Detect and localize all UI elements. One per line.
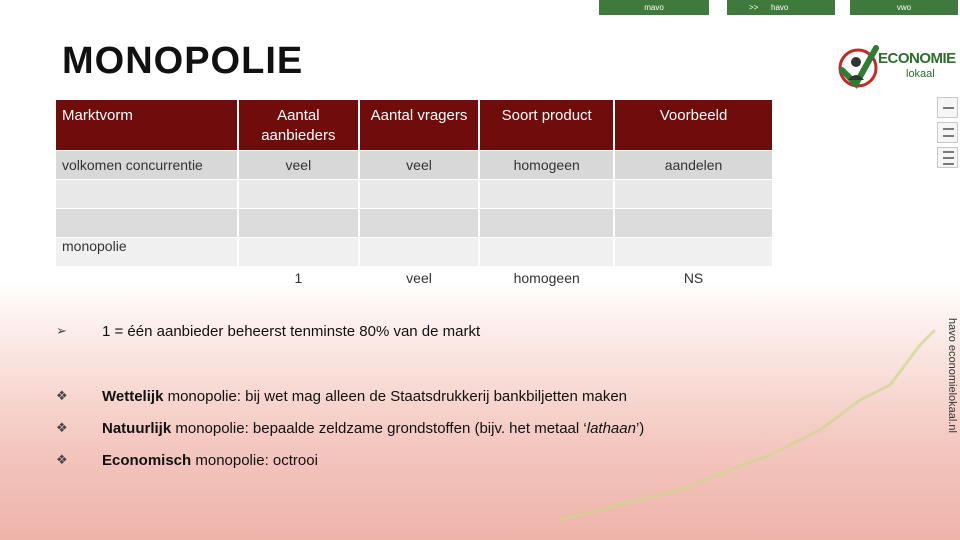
table-cell (239, 180, 358, 208)
cell-value: homogeen (513, 270, 580, 286)
tab-mavo[interactable] (599, 0, 709, 15)
table-cell (480, 209, 613, 237)
table-row (56, 180, 772, 208)
arrow-bullet-icon: ➢ (56, 323, 67, 338)
logo-brand-text: ECONOMIE (878, 50, 956, 67)
bullet-rest: monopolie: octrooi (191, 452, 318, 469)
header-aanbieders: Aantal aanbieders (239, 100, 358, 150)
cell-value: NS (683, 270, 704, 286)
table-cell (615, 180, 772, 208)
table-cell (360, 209, 479, 237)
table-cell: volkomen concurrentie (56, 151, 237, 179)
table-cell (239, 238, 358, 286)
side-caption: havo economielokaal.nl (946, 318, 958, 433)
tab-vwo-label: vwo (896, 3, 912, 12)
tab-mavo-label: mavo (644, 3, 664, 12)
header-voorbeeld: Voorbeeld (615, 100, 772, 150)
header-marktvorm: Marktvorm (56, 100, 237, 150)
diamond-bullet-icon: ❖ (56, 420, 68, 435)
table-cell (56, 180, 237, 208)
bullet-text (102, 452, 318, 469)
logo-sub-text: lokaal (906, 68, 935, 80)
logo-figure-icon (836, 40, 882, 96)
table-cell: veel (239, 151, 358, 179)
side-menu-button-3[interactable] (937, 147, 958, 168)
table-row (56, 209, 772, 237)
table-row (56, 151, 772, 179)
table-cell (360, 180, 479, 208)
bullet-text (102, 388, 627, 405)
cell-value: veel (406, 270, 432, 286)
table-cell (360, 238, 479, 286)
diamond-bullet-icon: ❖ (56, 452, 68, 467)
table-cell (615, 238, 772, 286)
tab-havo[interactable] (727, 0, 835, 15)
tab-havo-arrows: >> (749, 3, 759, 12)
table-cell: aandelen (615, 151, 772, 179)
table-cell (480, 238, 613, 286)
side-menu-button-1[interactable] (937, 97, 958, 118)
bullet-italic: lathaan (586, 420, 636, 437)
bullet-tail: ’) (635, 420, 645, 437)
bullet-rest: monopolie: bij wet mag alleen de Staatsdrukkerij bankbiljetten maken (163, 388, 627, 405)
bullet-rest: monopolie: bepaalde zeldzame grondstoffen (bijv. het metaal ‘ (171, 420, 587, 437)
economielokaal-logo (836, 40, 956, 96)
table-header-row (56, 100, 772, 150)
tab-vwo[interactable] (850, 0, 958, 15)
cell-value: 1 (294, 270, 303, 286)
table-cell: homogeen (480, 151, 613, 179)
side-menu-button-2[interactable] (937, 122, 958, 143)
table-cell: veel (360, 151, 479, 179)
table-row (56, 238, 772, 266)
table-cell (480, 180, 613, 208)
header-soort-product: Soort product (480, 100, 613, 150)
bullet-bold: Wettelijk (102, 388, 164, 405)
table-cell (239, 209, 358, 237)
bullet-bold: Natuurlijk (102, 420, 172, 437)
bullet-text: 1 = één aanbieder beheerst tenminste 80% van de markt (102, 323, 481, 340)
table-cell: monopolie (56, 238, 237, 266)
bullet-text (102, 420, 644, 437)
tab-havo-label: havo (771, 3, 789, 12)
market-forms-table (54, 99, 774, 286)
table-cell (56, 209, 237, 237)
header-vragers: Aantal vragers (360, 100, 479, 150)
diamond-bullet-icon: ❖ (56, 388, 68, 403)
bullet-bold: Economisch (102, 452, 192, 469)
page-title: MONOPOLIE (62, 40, 304, 82)
table-cell (615, 209, 772, 237)
